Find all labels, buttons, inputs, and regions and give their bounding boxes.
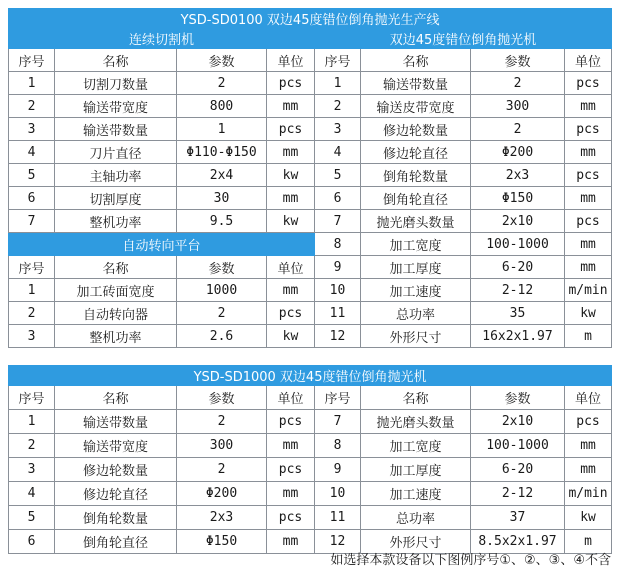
index-cell: 1 (9, 72, 55, 95)
column-header: 参数 (177, 386, 267, 410)
table-row (9, 434, 612, 458)
column-header: 参数 (471, 386, 565, 410)
unit-cell: kw (267, 325, 315, 348)
column-header: 序号 (9, 256, 55, 279)
section-title-row (9, 29, 612, 49)
index-cell: 1 (315, 72, 361, 95)
table-title: YSD-SD0100 双边45度错位倒角抛光生产线 (9, 9, 612, 29)
column-header: 名称 (55, 49, 177, 72)
index-cell: 5 (315, 164, 361, 187)
name-cell: 加工宽度 (361, 434, 471, 458)
index-cell: 2 (315, 95, 361, 118)
column-header: 序号 (315, 386, 361, 410)
unit-cell: pcs (565, 410, 612, 434)
name-cell: 自动转向器 (55, 302, 177, 325)
index-cell: 3 (315, 118, 361, 141)
unit-cell: pcs (267, 118, 315, 141)
param-cell: 1 (177, 118, 267, 141)
param-cell: 2x4 (177, 164, 267, 187)
unit-cell: pcs (267, 302, 315, 325)
param-cell: 2 (177, 410, 267, 434)
name-cell: 总功率 (361, 302, 471, 325)
unit-cell: mm (267, 434, 315, 458)
name-cell: 外形尺寸 (361, 325, 471, 348)
name-cell: 外形尺寸 (361, 530, 471, 554)
unit-cell: pcs (267, 410, 315, 434)
unit-cell: mm (565, 434, 612, 458)
index-cell: 9 (315, 458, 361, 482)
table-row (9, 325, 612, 348)
unit-cell: pcs (565, 72, 612, 95)
column-header: 单位 (267, 386, 315, 410)
table-row (9, 95, 612, 118)
param-cell: 2 (177, 302, 267, 325)
param-cell: 100-1000 (471, 233, 565, 256)
unit-cell: pcs (565, 164, 612, 187)
index-cell: 10 (315, 482, 361, 506)
column-header: 名称 (361, 49, 471, 72)
unit-cell: mm (267, 482, 315, 506)
index-cell: 12 (315, 530, 361, 554)
param-cell: 6-20 (471, 458, 565, 482)
param-cell: 2 (471, 72, 565, 95)
param-cell: 300 (471, 95, 565, 118)
param-cell: 1000 (177, 279, 267, 302)
table-row (9, 141, 612, 164)
name-cell: 输送带宽度 (55, 95, 177, 118)
table-row (9, 302, 612, 325)
name-cell: 倒角轮数量 (361, 164, 471, 187)
name-cell: 整机功率 (55, 325, 177, 348)
unit-cell: kw (267, 210, 315, 233)
column-header: 序号 (315, 49, 361, 72)
column-header: 名称 (361, 386, 471, 410)
column-header-row (9, 386, 612, 410)
param-cell: 100-1000 (471, 434, 565, 458)
column-header: 单位 (565, 386, 612, 410)
table-row (9, 187, 612, 210)
name-cell: 修边轮数量 (55, 458, 177, 482)
index-cell: 5 (9, 506, 55, 530)
column-header: 单位 (267, 49, 315, 72)
param-cell: 16x2x1.97 (471, 325, 565, 348)
section-title: 双边45度错位倒角抛光机 (315, 29, 612, 49)
index-cell: 6 (9, 530, 55, 554)
param-cell: 800 (177, 95, 267, 118)
table-row (9, 506, 612, 530)
unit-cell: m/min (565, 279, 612, 302)
param-cell: 2x3 (177, 506, 267, 530)
column-header: 序号 (9, 49, 55, 72)
name-cell: 加工厚度 (361, 256, 471, 279)
name-cell: 切割厚度 (55, 187, 177, 210)
index-cell: 11 (315, 302, 361, 325)
index-cell: 11 (315, 506, 361, 530)
param-cell: 30 (177, 187, 267, 210)
name-cell: 加工砖面宽度 (55, 279, 177, 302)
name-cell: 输送带数量 (55, 118, 177, 141)
index-cell: 3 (9, 325, 55, 348)
section-title-row (9, 9, 612, 29)
section-title: 连续切割机 (9, 29, 315, 49)
index-cell: 8 (315, 434, 361, 458)
table-row (9, 279, 612, 302)
index-cell: 10 (315, 279, 361, 302)
unit-cell: mm (565, 256, 612, 279)
column-header: 名称 (55, 386, 177, 410)
index-cell: 3 (9, 118, 55, 141)
index-cell: 9 (315, 256, 361, 279)
section-title: 自动转向平台 (9, 233, 315, 256)
index-cell: 6 (315, 187, 361, 210)
index-cell: 2 (9, 95, 55, 118)
unit-cell: pcs (267, 506, 315, 530)
param-cell: 37 (471, 506, 565, 530)
column-header: 参数 (177, 49, 267, 72)
table-row (9, 72, 612, 95)
column-header: 参数 (471, 49, 565, 72)
column-header: 单位 (267, 256, 315, 279)
unit-cell: pcs (565, 118, 612, 141)
name-cell: 修边轮数量 (361, 118, 471, 141)
unit-cell: pcs (565, 210, 612, 233)
unit-cell: pcs (267, 72, 315, 95)
unit-cell: mm (267, 141, 315, 164)
index-cell: 2 (9, 434, 55, 458)
index-cell: 8 (315, 233, 361, 256)
name-cell: 输送带数量 (55, 410, 177, 434)
index-cell: 5 (9, 164, 55, 187)
unit-cell: mm (565, 187, 612, 210)
name-cell: 加工速度 (361, 482, 471, 506)
param-cell: 6-20 (471, 256, 565, 279)
unit-cell: mm (267, 279, 315, 302)
name-cell: 抛光磨头数量 (361, 210, 471, 233)
name-cell: 加工厚度 (361, 458, 471, 482)
column-header: 单位 (565, 49, 612, 72)
index-cell: 3 (9, 458, 55, 482)
param-cell: 8.5x2x1.97 (471, 530, 565, 554)
name-cell: 总功率 (361, 506, 471, 530)
param-cell: Φ200 (471, 141, 565, 164)
name-cell: 修边轮直径 (361, 141, 471, 164)
unit-cell: m (565, 325, 612, 348)
index-cell: 7 (315, 210, 361, 233)
param-cell: Φ150 (177, 530, 267, 554)
table-row (9, 164, 612, 187)
unit-cell: pcs (267, 458, 315, 482)
name-cell: 刀片直径 (55, 141, 177, 164)
index-cell: 6 (9, 187, 55, 210)
unit-cell: mm (267, 187, 315, 210)
index-cell: 4 (315, 141, 361, 164)
table-row (9, 482, 612, 506)
param-cell: 2x3 (471, 164, 565, 187)
footnote: 如选择本款设备以下图例序号①、②、③、④不含 (330, 553, 611, 568)
name-cell: 倒角轮直径 (55, 530, 177, 554)
name-cell: 主轴功率 (55, 164, 177, 187)
index-cell: 4 (9, 482, 55, 506)
unit-cell: m (565, 530, 612, 554)
name-cell: 修边轮直径 (55, 482, 177, 506)
param-cell: 35 (471, 302, 565, 325)
param-cell: 2 (471, 118, 565, 141)
unit-cell: mm (267, 95, 315, 118)
param-cell: 2x10 (471, 210, 565, 233)
column-header-row (9, 49, 612, 72)
polishing-machine-spec-table (8, 365, 612, 554)
name-cell: 倒角轮直径 (361, 187, 471, 210)
table-row (9, 118, 612, 141)
column-header: 参数 (177, 256, 267, 279)
table-title: YSD-SD1000 双边45度错位倒角抛光机 (9, 366, 612, 386)
name-cell: 加工速度 (361, 279, 471, 302)
index-cell: 1 (9, 410, 55, 434)
param-cell: Φ200 (177, 482, 267, 506)
param-cell: Φ150 (471, 187, 565, 210)
column-header: 名称 (55, 256, 177, 279)
param-cell: Φ110-Φ150 (177, 141, 267, 164)
index-cell: 7 (315, 410, 361, 434)
param-cell: 2 (177, 72, 267, 95)
index-cell: 7 (9, 210, 55, 233)
production-line-spec-table (8, 8, 612, 348)
name-cell: 加工宽度 (361, 233, 471, 256)
param-cell: 2.6 (177, 325, 267, 348)
name-cell: 输送皮带宽度 (361, 95, 471, 118)
name-cell: 输送带宽度 (55, 434, 177, 458)
unit-cell: kw (565, 506, 612, 530)
section-title-row (9, 366, 612, 386)
column-header: 序号 (9, 386, 55, 410)
index-cell: 2 (9, 302, 55, 325)
name-cell: 倒角轮数量 (55, 506, 177, 530)
table-row (9, 410, 612, 434)
index-cell: 4 (9, 141, 55, 164)
param-cell: 2 (177, 458, 267, 482)
index-cell: 1 (9, 279, 55, 302)
name-cell: 整机功率 (55, 210, 177, 233)
param-cell: 2-12 (471, 279, 565, 302)
index-cell: 12 (315, 325, 361, 348)
name-cell: 输送带数量 (361, 72, 471, 95)
param-cell: 9.5 (177, 210, 267, 233)
unit-cell: kw (565, 302, 612, 325)
name-cell: 抛光磨头数量 (361, 410, 471, 434)
unit-cell: mm (565, 233, 612, 256)
table-row (9, 210, 612, 233)
table-row (9, 256, 612, 279)
table-row (9, 458, 612, 482)
param-cell: 2-12 (471, 482, 565, 506)
unit-cell: mm (565, 141, 612, 164)
name-cell: 切割刀数量 (55, 72, 177, 95)
unit-cell: m/min (565, 482, 612, 506)
unit-cell: mm (565, 458, 612, 482)
unit-cell: mm (267, 530, 315, 554)
unit-cell: kw (267, 164, 315, 187)
unit-cell: mm (565, 95, 612, 118)
param-cell: 300 (177, 434, 267, 458)
param-cell: 2x10 (471, 410, 565, 434)
table-row (9, 233, 612, 256)
